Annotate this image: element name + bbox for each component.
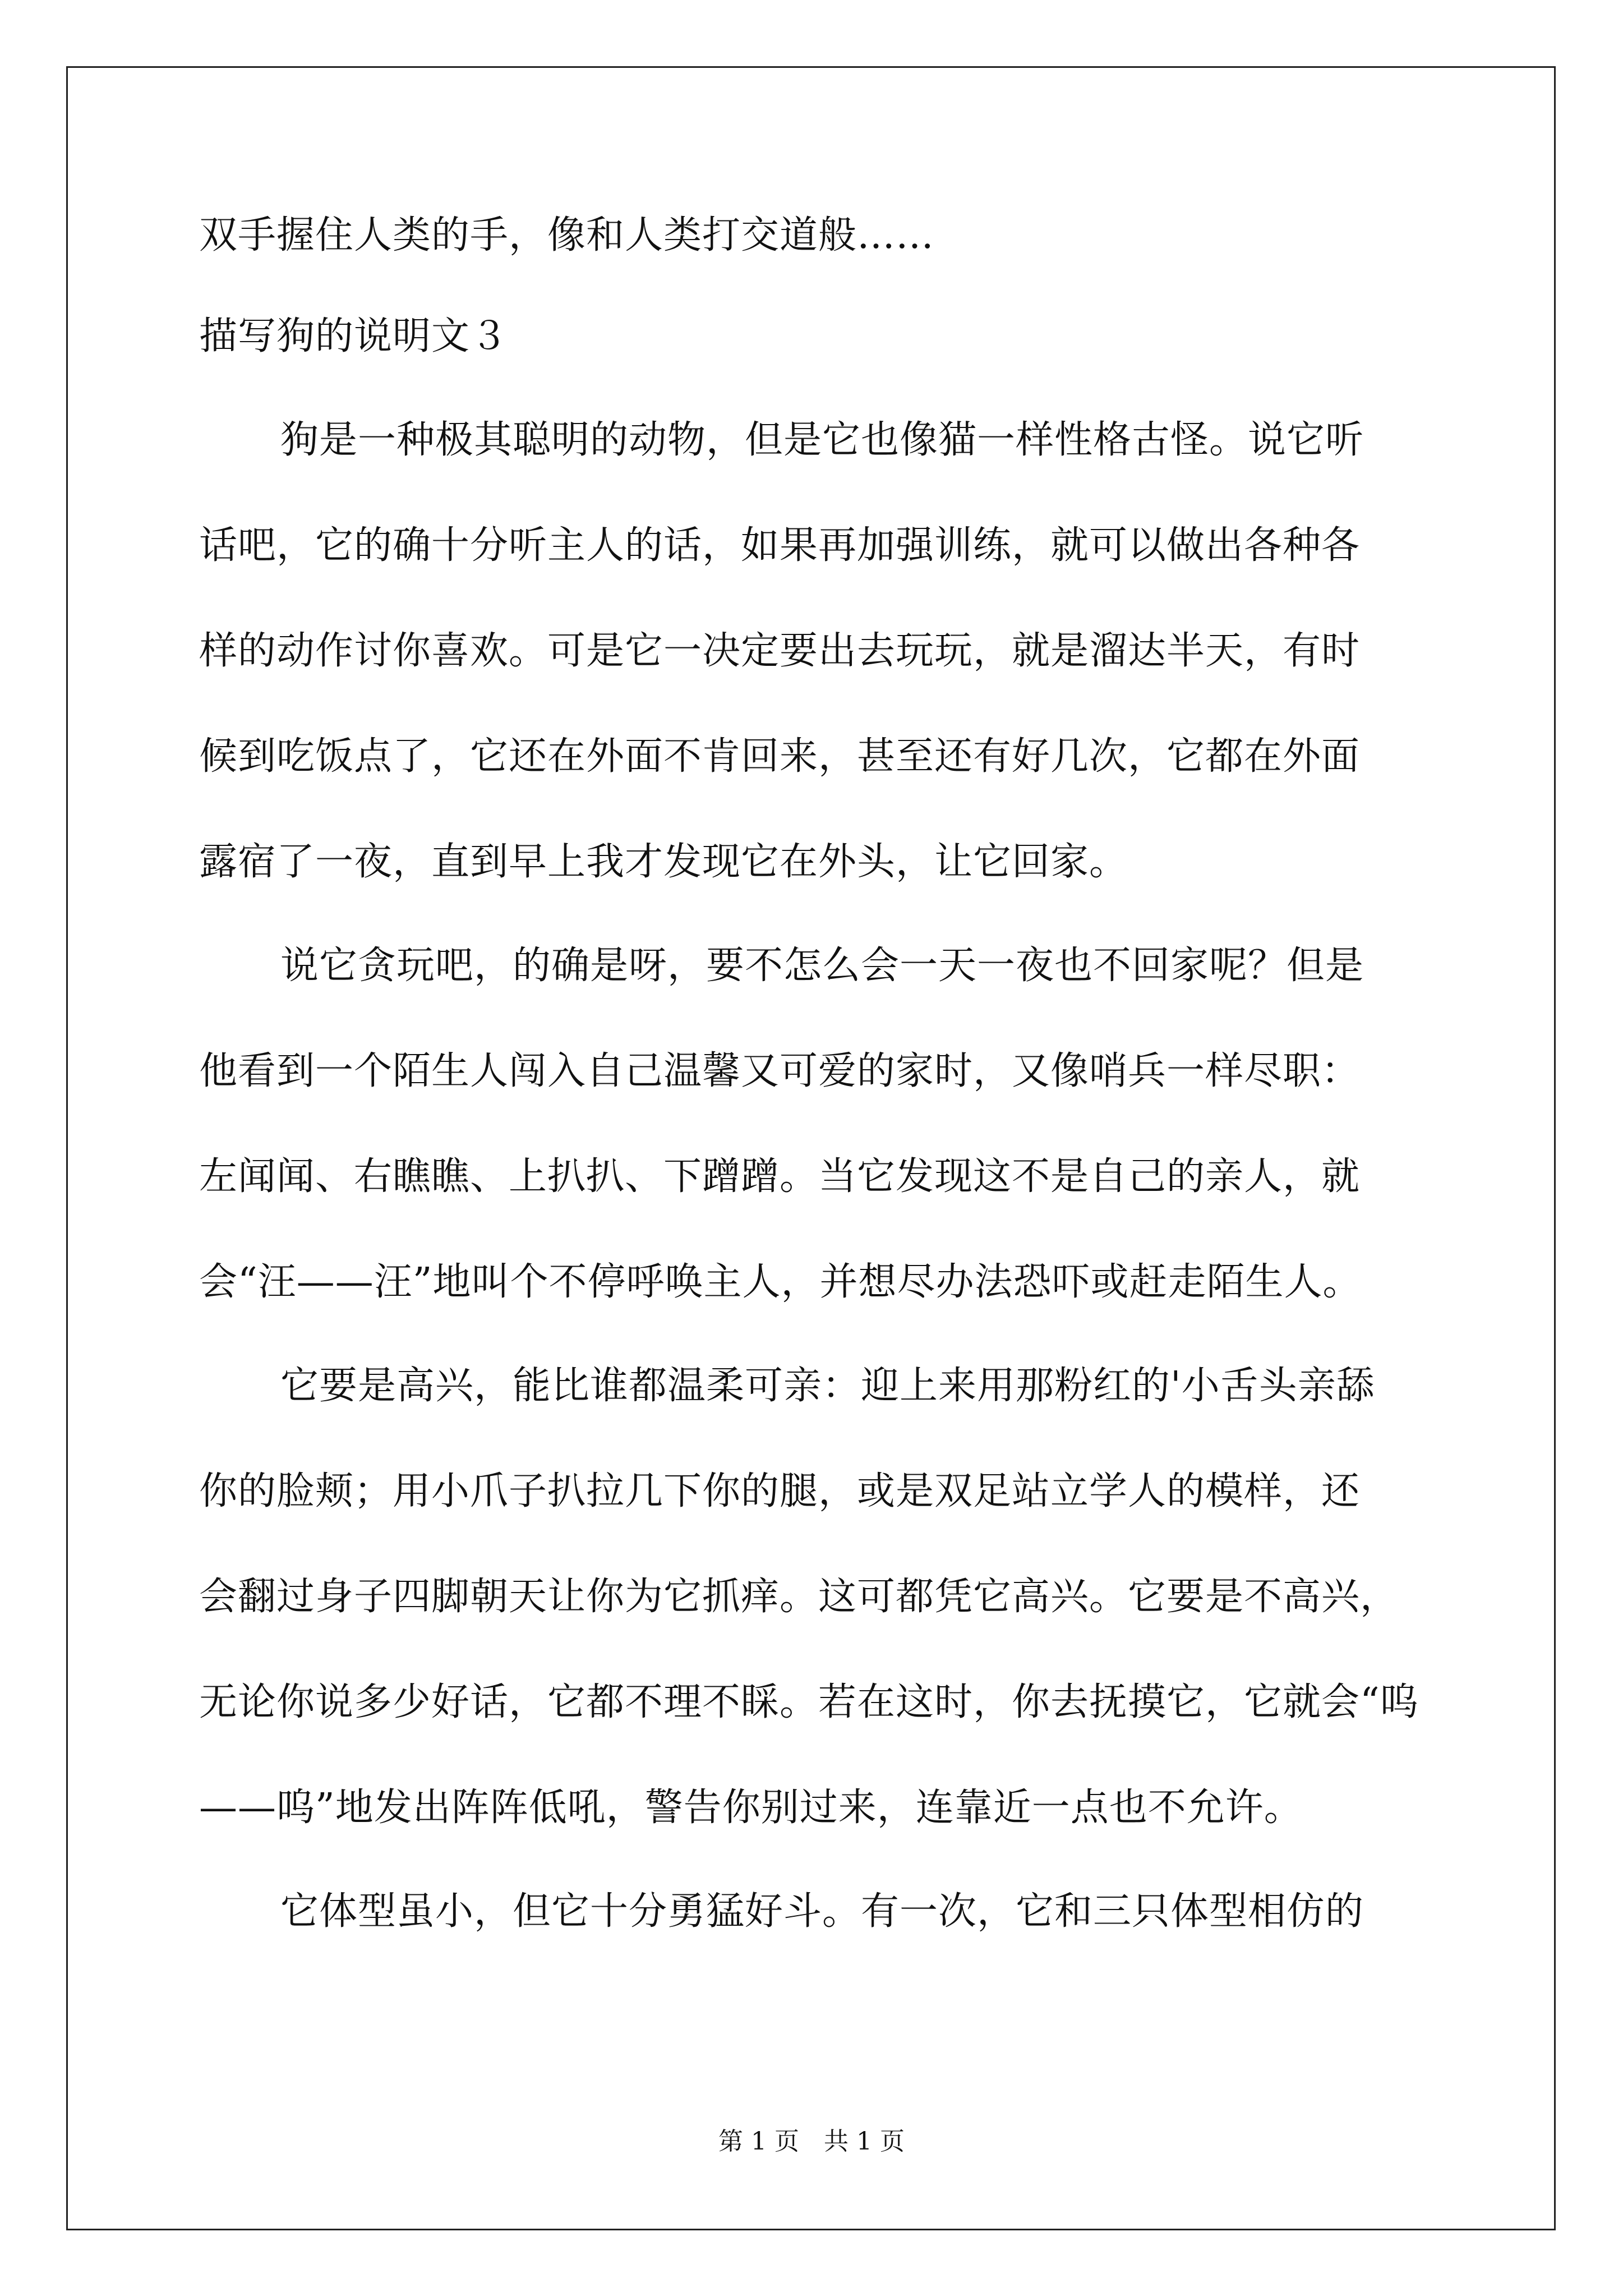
paragraph-1 [199,418,1453,885]
paragraph-2 [199,944,1453,1305]
paragraph-line: ——呜”地发出阵阵低吼，警告你别过来，连靠近一点也不允许。 [199,1786,1303,1830]
page-footer: 第 1 页 共 1 页 [718,2127,905,2156]
paragraph-line: 左闻闻、右瞧瞧、上扒扒、下蹭蹭。当它发现这不是自己的亲人，就 [199,1154,1361,1199]
paragraph-4 [199,1889,1453,1934]
paragraph-line: 说它贪玩吧，的确是呀，要不怎么会一天一夜也不回家呢？但是 [280,944,1364,988]
section-heading: 描写狗的说明文３ [199,314,509,358]
paragraph-line: 话吧，它的确十分听主人的话，如果再加强训练，就可以做出各种各 [199,523,1361,568]
paragraph-line: 会翻过身子四脚朝天让你为它抓痒。这可都凭它高兴。它要是不高兴， [199,1575,1399,1619]
paragraph-line: 无论你说多少好话，它都不理不睬。若在这时，你去抚摸它，它就会“呜 [199,1680,1419,1724]
paragraph-line: 样的动作讨你喜欢。可是它一决定要出去玩玩，就是溜达半天，有时 [199,629,1361,673]
paragraph-line: 你的脸颊；用小爪子扒拉几下你的腿，或是双足站立学人的模样，还 [199,1469,1361,1513]
paragraph-line: 狗是一种极其聪明的动物，但是它也像猫一样性格古怪。说它听 [280,418,1364,462]
paragraph-line: 露宿了一夜，直到早上我才发现它在外头，让它回家。 [199,840,1128,884]
paragraph-line: 他看到一个陌生人闯入自己温馨又可爱的家时，又像哨兵一样尽职： [199,1049,1361,1093]
paragraph-3 [199,1364,1453,1830]
document-body [199,213,1453,1993]
paragraph-line: 会“汪——汪”地叫个不停呼唤主人，并想尽办法恐吓或赶走陌生人。 [199,1260,1362,1304]
paragraph-line: 候到吃饭点了，它还在外面不肯回来，甚至还有好几次，它都在外面 [199,734,1361,779]
paragraph-line: 它要是高兴，能比谁都温柔可亲：迎上来用那粉红的'小舌头亲舔 [280,1364,1375,1408]
continued-line: 双手握住人类的手，像和人类打交道般…… [199,213,935,257]
paragraph-line: 它体型虽小，但它十分勇猛好斗。有一次，它和三只体型相仿的 [280,1889,1364,1934]
